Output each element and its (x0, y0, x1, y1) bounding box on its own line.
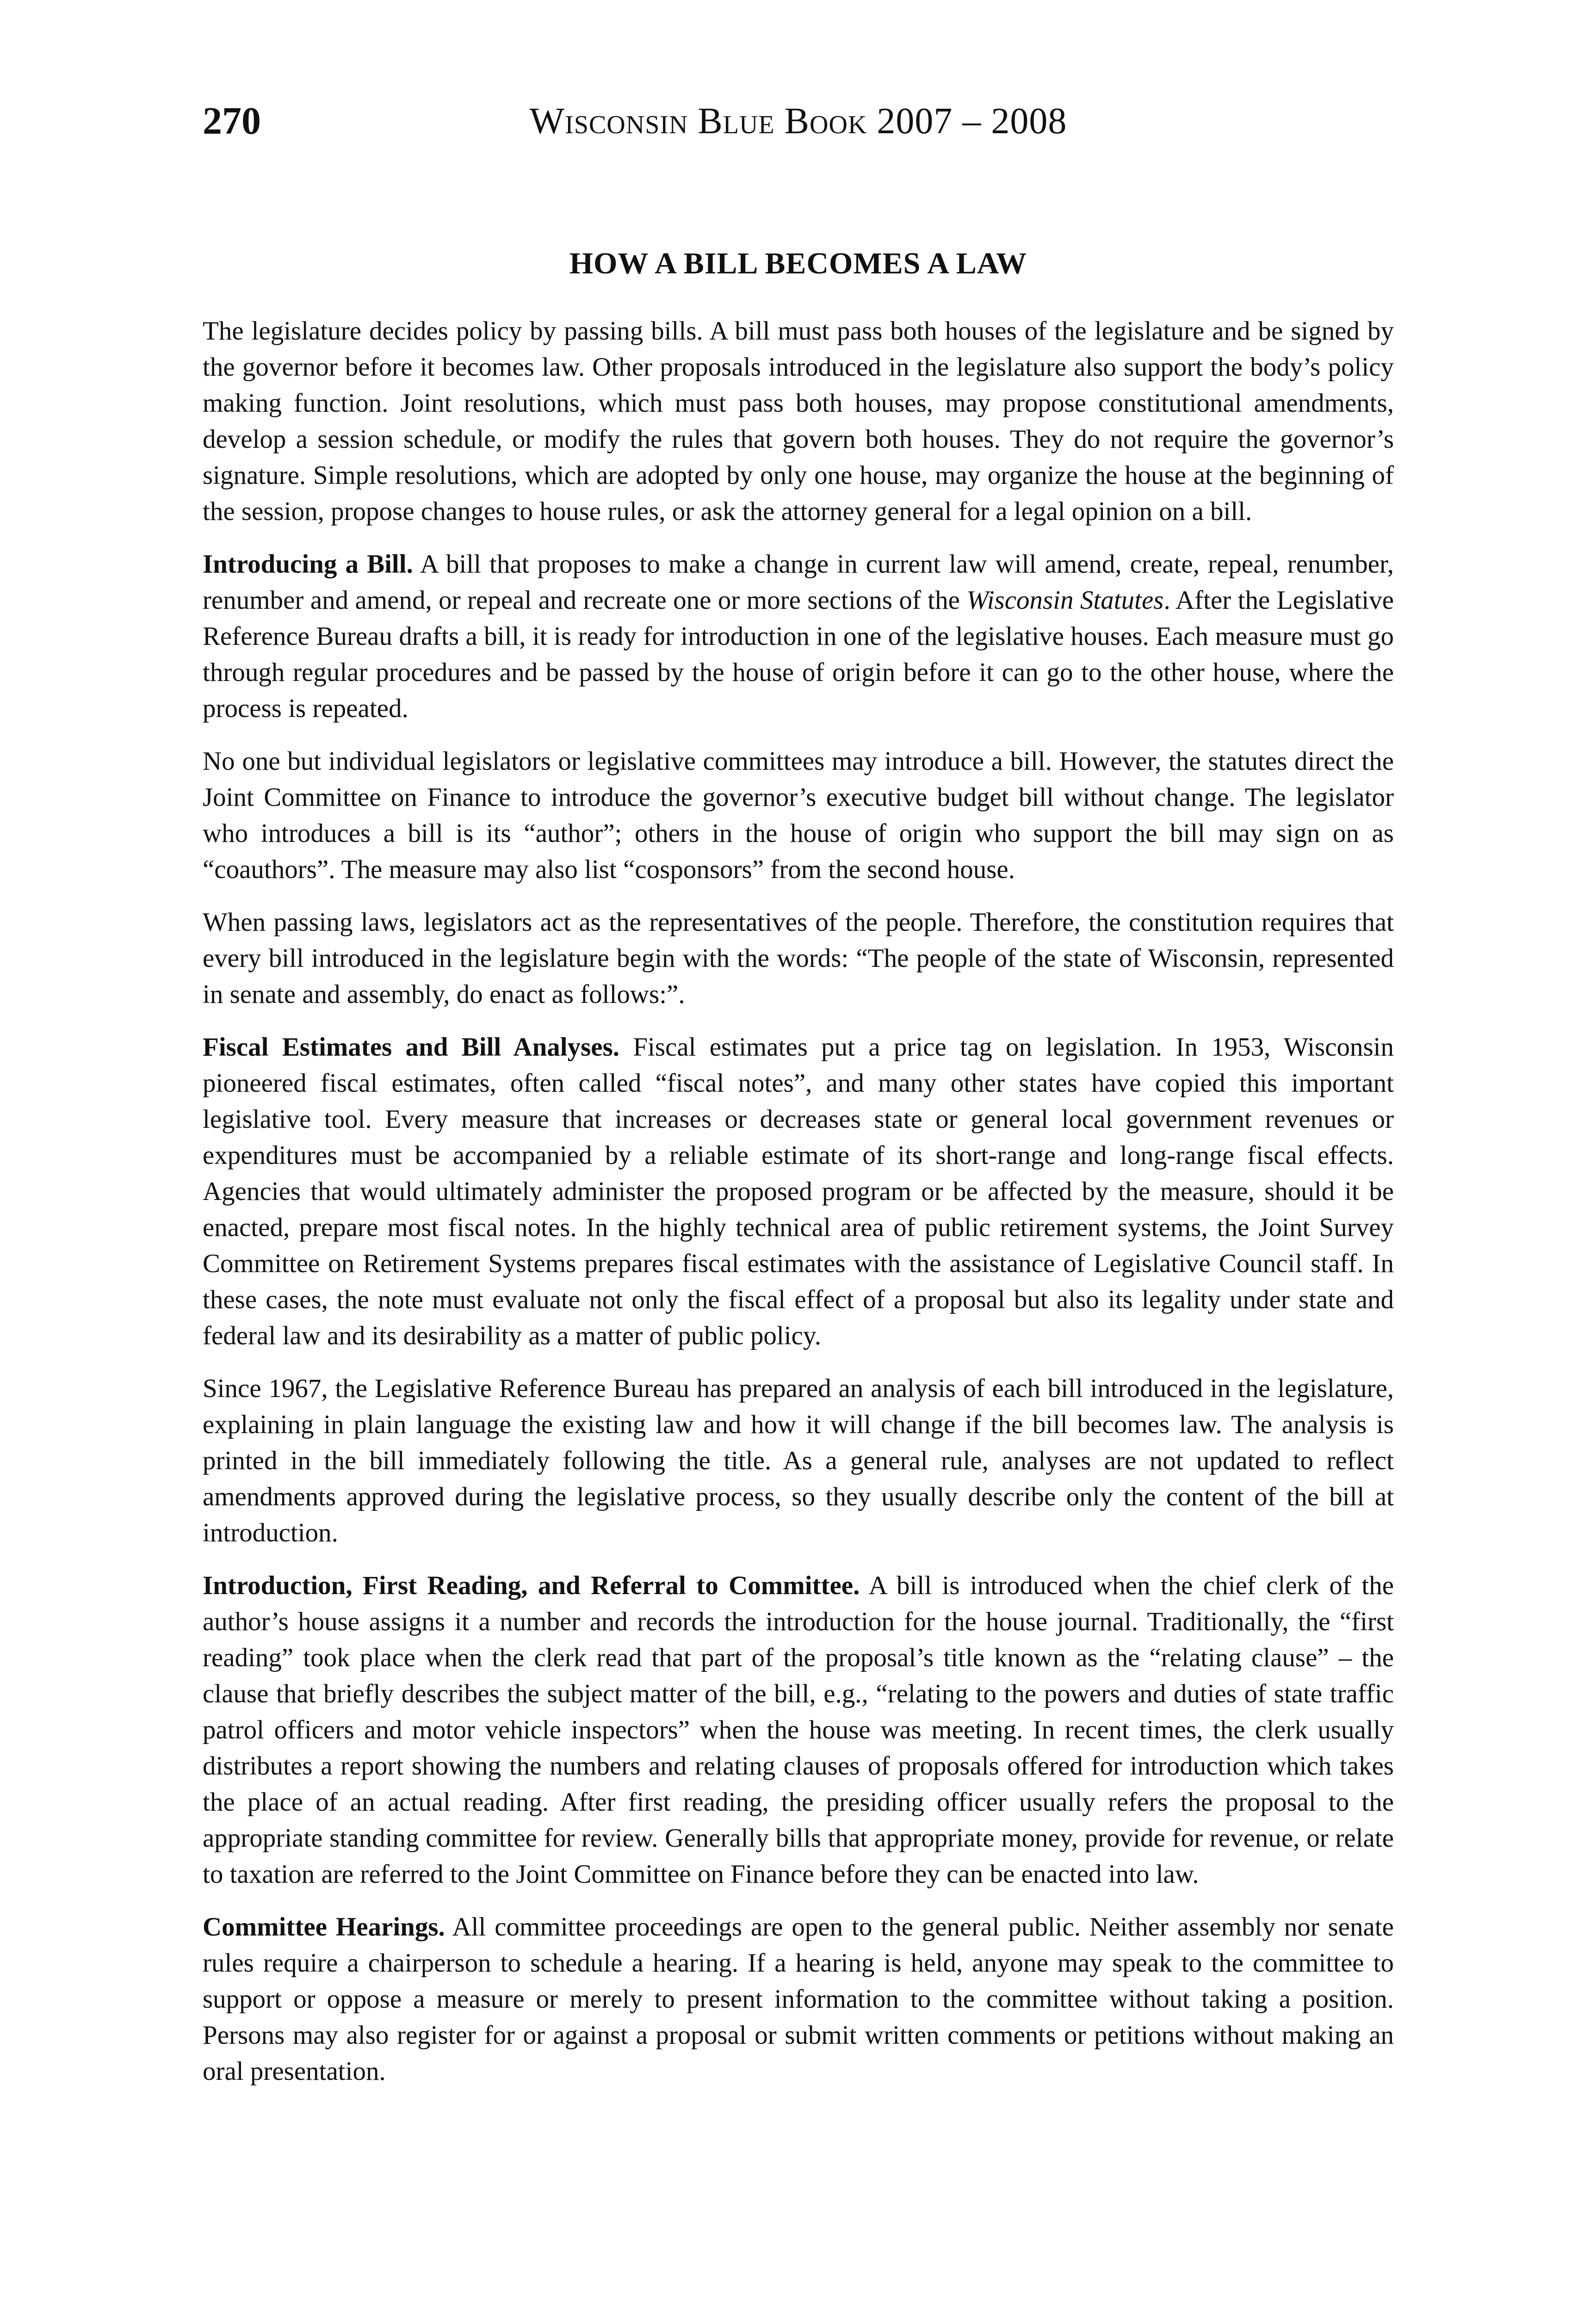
section-heading: Introducing a Bill. (203, 550, 413, 579)
paragraph-introducing-a-bill (203, 546, 1394, 727)
article-title: HOW A BILL BECOMES A LAW (569, 247, 1027, 280)
paragraph-who-may-introduce (203, 743, 1394, 888)
paragraph-text: When passing laws, legislators act as the representatives of the people. Therefore, the constitution requires that every bill introduced in the legislature begin with the words: “The people of the state of Wisconsin, represented in senate and assembly, do enact as follows:”. (203, 908, 1394, 1009)
paragraph-text: A bill is introduced when the chief clerk of the author’s house assigns it a number and records the introduction for the house journal. Traditionally, the “first reading” took place when the clerk read that part of the proposal’s title known as the “relating clause” – the clause that briefly describes the subject matter of the bill, e.g., “relating to the powers and duties of state traffic patrol officers and motor vehicle inspectors” when the house was meeting. In recent times, the clerk usually distributes a report showing the numbers and relating clauses of proposals offered for introduction which takes the place of an actual reading. After first reading, the presiding officer usually refers the proposal to the appropriate standing committee for review. Generally bills that appropriate money, provide for revenue, or relate to taxation are referred to the Joint Committee on Finance before they can be enacted into law. (203, 1571, 1394, 1889)
section-heading: Introduction, First Reading, and Referral to Committee. (203, 1571, 860, 1600)
paragraph-text: . After the Legislative Reference Bureau drafts a bill, it is ready for introduction in one of the legislative houses. Each measure must go through regular procedures and be passed by the house of origin before it can go to the other house, where the process is repeated. (203, 586, 1394, 723)
page-number: 270 (203, 99, 261, 142)
running-title: Wisconsin Blue Book 2007 – 2008 (529, 101, 1067, 142)
paragraph-text: Fiscal estimates put a price tag on legislation. In 1953, Wisconsin pioneered fiscal estimates, often called “fiscal notes”, and many other states have copied this important legislative tool. Every measure that increases or decreases state or general local government revenues or expenditures must be accompanied by a reliable estimate of its short-range and long-range fiscal effects. Agencies that would ultimately administer the proposed program or be affected by the measure, should it be enacted, prepare most fiscal notes. In the highly technical area of public retirement systems, the Joint Survey Committee on Retirement Systems prepares fiscal estimates with the assistance of Legislative Council staff. In these cases, the note must evaluate not only the fiscal effect of a proposal but also its legality under state and federal law and its desirability as a matter of public policy. (203, 1033, 1394, 1350)
paragraph-intro (203, 313, 1394, 530)
paragraph-text: A bill that proposes to make a change in current law will amend, create, repeal, renumber, renumber and amend, or repeal and recreate one or more sections of the (203, 550, 1394, 615)
paragraph-committee-hearings (203, 1909, 1394, 2090)
section-heading: Committee Hearings. (203, 1912, 445, 1942)
paragraph-text: The legislature decides policy by passing bills. A bill must pass both houses of the legislature and be signed by the governor before it becomes law. Other proposals introduced in the legislature also support the body’s policy making function. Joint resolutions, which must pass both houses, may propose constitutional amendments, develop a session schedule, or modify the rules that govern both houses. They do not require the governor’s signature. Simple resolutions, which are adopted by only one house, may organize the house at the beginning of the session, propose changes to house rules, or ask the attorney general for a legal opinion on a bill. (203, 316, 1394, 526)
paragraph-text: All committee proceedings are open to the general public. Neither assembly nor senate rules require a chairperson to schedule a hearing. If a hearing is held, anyone may speak to the committee to support or oppose a measure or merely to present information to the committee without taking a position. Persons may also register for or against a proposal or submit written comments or petitions without making an oral presentation. (203, 1912, 1394, 2086)
statutes-title: Wisconsin Statutes (966, 586, 1164, 615)
article-body (203, 243, 1394, 2106)
paragraph-text: Since 1967, the Legislative Reference Bureau has prepared an analysis of each bill introduced in the legislature, explaining in plain language the existing law and how it will change if the bill becomes law. The analysis is printed in the bill immediately following the title. As a general rule, analyses are not updated to reflect amendments approved during the legislative process, so they usually describe only the content of the bill at introduction. (203, 1374, 1394, 1547)
section-heading: Fiscal Estimates and Bill Analyses. (203, 1033, 620, 1062)
paragraph-first-reading (203, 1568, 1394, 1892)
paragraph-enacting-clause (203, 904, 1394, 1013)
paragraph-text: No one but individual legislators or legislative committees may introduce a bill. However, the statutes direct the Joint Committee on Finance to introduce the governor’s executive budget bill without change. The legislator who introduces a bill is its “author”; others in the house of origin who support the bill may sign on as “coauthors”. The measure may also list “cosponsors” from the second house. (203, 747, 1394, 884)
running-header (203, 98, 1394, 149)
paragraph-bill-analyses (203, 1371, 1394, 1551)
paragraph-fiscal-estimates (203, 1029, 1394, 1354)
